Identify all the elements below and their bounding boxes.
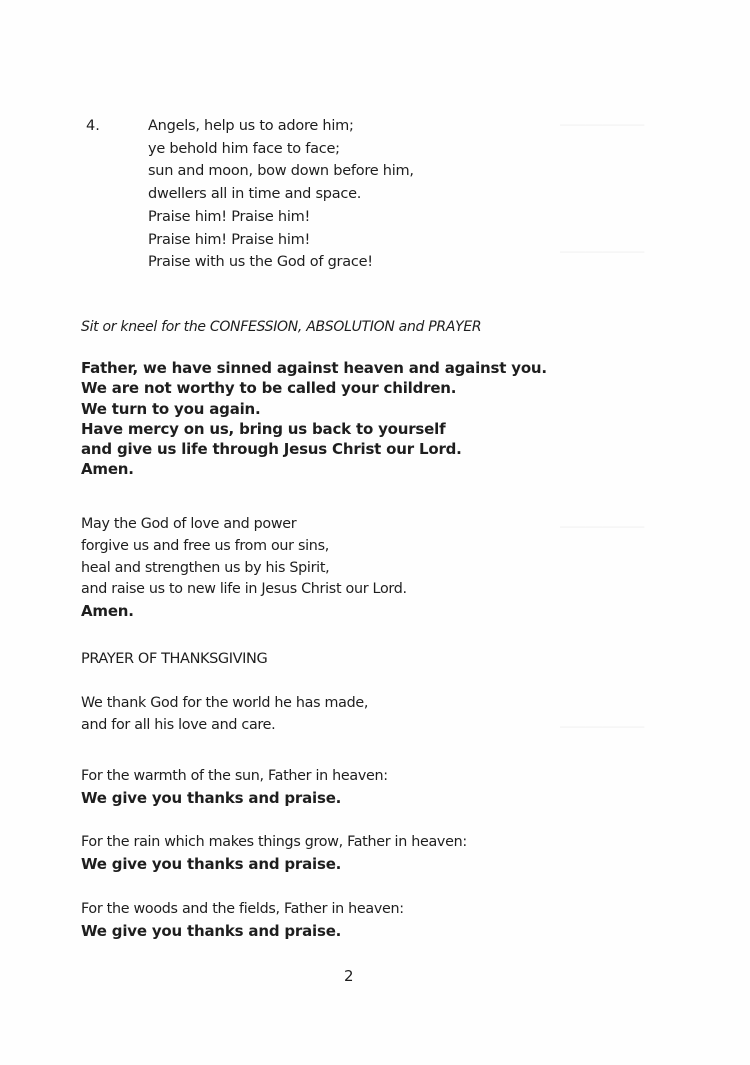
- absolution-line: heal and strengthen us by his Spirit,: [81, 559, 330, 576]
- petition-leader: For the warmth of the sun, Father in heaven:: [81, 768, 388, 784]
- intro-line: We thank God for the world he has made,: [81, 695, 369, 711]
- petition: [81, 766, 681, 809]
- verse-line: ye behold him face to face;: [148, 140, 340, 157]
- petition-response: We give you thanks and praise.: [81, 854, 342, 873]
- verse-line: sun and moon, bow down before him,: [148, 163, 414, 180]
- verse-line: dwellers all in time and space.: [148, 186, 362, 203]
- confession-line: Father, we have sinned against heaven and against you.: [81, 359, 547, 377]
- verse-line: Praise him! Praise him!: [148, 208, 311, 225]
- page-number: 2: [344, 967, 354, 985]
- thanksgiving-intro: [81, 693, 681, 737]
- absolution-amen: Amen.: [81, 602, 134, 621]
- absolution-line: and raise us to new life in Jesus Christ our Lord.: [81, 581, 407, 598]
- thanksgiving-heading: PRAYER OF THANKSGIVING: [81, 651, 268, 667]
- verse-lines: [148, 115, 568, 274]
- confession-line: We are not worthy to be called your children.: [81, 379, 457, 398]
- verse-line: Praise him! Praise him!: [148, 231, 311, 248]
- absolution-line: May the God of love and power: [81, 516, 297, 532]
- confession-rubric: Sit or kneel for the CONFESSION, ABSOLUTION and PRAYER: [81, 319, 482, 335]
- absolution-text: [81, 514, 681, 623]
- confession-amen: Amen.: [81, 460, 134, 479]
- petition-leader: For the rain which makes things grow, Father in heaven:: [81, 834, 467, 850]
- show-through-text: [560, 118, 644, 134]
- petition: [81, 832, 681, 875]
- intro-line: and for all his love and care.: [81, 716, 276, 733]
- show-through-text: [560, 245, 644, 261]
- petition-response: We give you thanks and praise.: [81, 921, 342, 940]
- confession-line: and give us life through Jesus Christ our Lord.: [81, 440, 462, 459]
- petition-response: We give you thanks and praise.: [81, 788, 342, 807]
- verse-line: Angels, help us to adore him;: [148, 118, 354, 134]
- verse-number: 4.: [86, 118, 100, 134]
- confession-text: [81, 358, 681, 480]
- absolution-line: forgive us and free us from our sins,: [81, 537, 329, 554]
- petition-leader: For the woods and the fields, Father in heaven:: [81, 901, 404, 917]
- confession-line: Have mercy on us, bring us back to yourself: [81, 419, 446, 438]
- confession-line: We turn to you again.: [81, 399, 261, 418]
- verse-line: Praise with us the God of grace!: [148, 254, 373, 271]
- petition: [81, 899, 681, 942]
